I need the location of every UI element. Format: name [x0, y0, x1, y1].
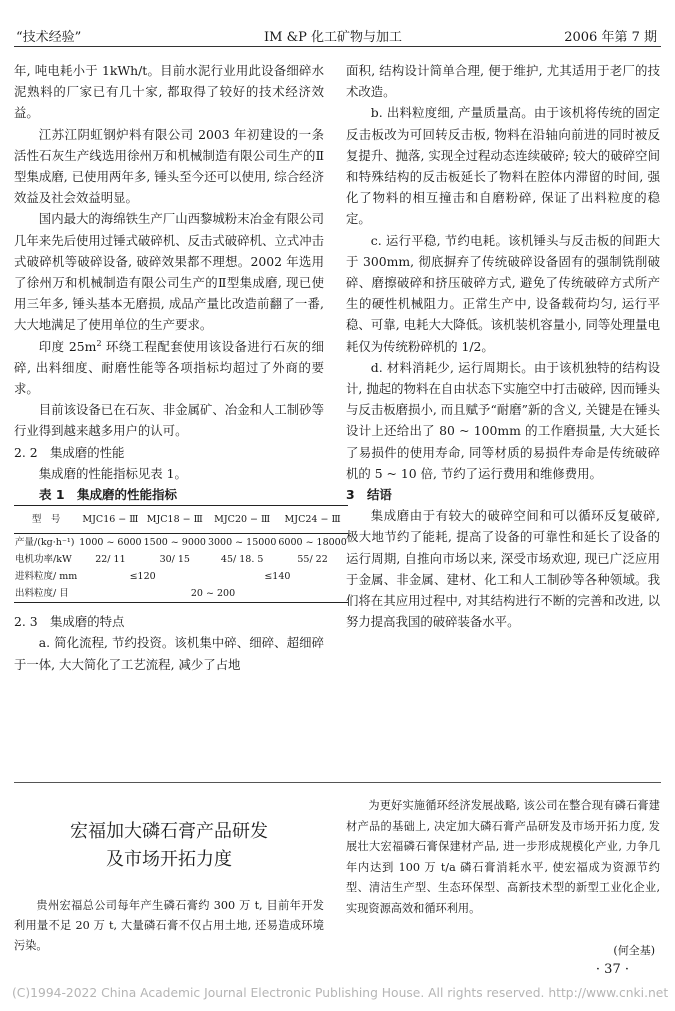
table-header-cell: 型 号: [31, 514, 61, 526]
table-header-cell: MJC20 − Ⅲ: [214, 514, 271, 526]
table-cell: 3000 ~ 15000: [207, 537, 277, 549]
section-divider: [14, 782, 661, 783]
right-column: [346, 60, 660, 632]
page-number: · 37 ·: [595, 962, 629, 977]
running-header: [14, 26, 661, 47]
table-header-cell: MJC18 − Ⅲ: [146, 514, 203, 526]
paragraph: 年, 吨电耗小于 1kWh/t。目前水泥行业用此设备细碎水泥熟料的厂家已有几十家, 都取得了较好的技术经济效益。: [14, 63, 324, 121]
table-cell: 出料粒度/ 目: [15, 588, 69, 600]
paragraph: b. 出料粒度细, 产量质量高。由于该机将传统的固定反击板改为可回转反击板, 物料在沿轴向前进的同时被反复提升、抛落, 实现全过程动态连续破碎; 较大的破碎空间和特殊结构的反击板延长了物料在腔体内滞留的时间, 强化了物料的相互撞击和自磨粉碎, 保证了出料粒度的稳定。: [346, 105, 660, 227]
table-cell: 进料粒度/ mm: [15, 571, 78, 583]
table-cell: 45/ 18. 5: [220, 554, 264, 566]
paragraph-text: 印度 25m: [38, 338, 97, 354]
news-title: [14, 818, 324, 874]
paragraph: 目前该设备已在石灰、非金属矿、冶金和人工制砂等行业得到越来越多用户的认可。: [14, 402, 324, 439]
table-row: [14, 568, 348, 585]
table-cell: ≤140: [264, 571, 291, 583]
performance-table: [14, 505, 348, 603]
table-row: [14, 534, 348, 552]
table-cell: 产量/(kg·h⁻¹): [15, 537, 75, 549]
table-cell: 55/ 22: [297, 554, 328, 566]
section-heading: [346, 484, 660, 505]
news-right-text: [346, 796, 660, 919]
left-column: [14, 60, 347, 675]
paragraph: 面积, 结构设计简单合理, 便于维护, 尤其适用于老厂的技术改造。: [346, 63, 660, 100]
paragraph: 集成磨由于有较大的破碎空间和可以循环反复破碎, 极大地节约了能耗, 提高了设备的可靠性和延长了设备的运行周期, 自推向市场以来, 深受市场欢迎, 现已广泛应用于金属、非金属、建材、化工和人工制砂等各种领域。我们将在其应用过程中, 对其结构进行不断的完善和改进, 以努力提高我国的破碎装备水平。: [346, 508, 660, 630]
table-cell: 6000 ~ 18000: [278, 537, 347, 549]
table-row: [14, 551, 348, 568]
paragraph: 为更好实施循环经济发展战略, 该公司在整合现有磷石膏建材产品的基础上, 决定加大磷石膏产品研发及市场开拓力度, 发展壮大宏福磷石膏保建材产品, 进一步形成规模化产业, 力争几年内达到 100 万 t/a 磷石膏消耗水平, 使宏福成为资源节约型、清洁生产型、生态环保型、高新技术型的新型工业化企业, 实现资源高效和循环利用。: [346, 799, 660, 915]
section-heading-text: 3 结语: [346, 487, 392, 503]
table-cell: ≤120: [129, 571, 156, 583]
section-heading: 2. 2 集成磨的性能: [14, 444, 125, 460]
copyright-footer: (C)1994-2022 China Academic Journal Electronic Publishing House. All rights reserved. http://www.cnki.net: [12, 986, 669, 1000]
table-row: [14, 585, 348, 603]
table-title: 表 1 集成磨的性能指标: [39, 487, 178, 503]
paragraph: [14, 336, 324, 400]
paragraph: 国内最大的海绵铁生产厂山西黎城粉末冶金有限公司几年来先后使用过锤式破碎机、反击式破碎机、立式冲击式破碎机等破碎设备, 破碎效果都不理想。2002 年选用了徐州万和机械制造有限公司生产的Ⅱ型集成磨, 现已使用三年多, 锤头基本无磨损, 成品产量比改造前翻了一番, 大大地满足了使用单位的生产要求。: [14, 211, 324, 333]
section-heading: 2. 3 集成磨的特点: [14, 614, 125, 630]
paragraph-text: 环绕工程配套使用该设备进行石灰的细碎, 出料细度、耐磨性能等各项指标均超过了外商的要求。: [14, 338, 324, 397]
table-cell: 1000 ~ 6000: [79, 537, 142, 549]
table-cell: 1500 ~ 9000: [143, 537, 206, 549]
paragraph: 集成磨的性能指标见表 1。: [38, 465, 187, 481]
paragraph: 贵州宏福总公司每年产生磷石膏约 300 万 t, 目前年开发利用量不足 20 万 t, 大量磷石膏不仅占用土地, 还易造成环境污染。: [14, 899, 324, 952]
news-title-line: 宏福加大磷石膏产品研发: [70, 821, 268, 842]
table-cell: 22/ 11: [95, 554, 126, 566]
table-header-cell: MJC16 − Ⅲ: [82, 514, 139, 526]
news-author: (何全基): [613, 944, 655, 957]
header-issue: 2006 年第 7 期: [564, 30, 657, 45]
news-left-text: [14, 896, 324, 956]
table-cell: 20 ~ 200: [190, 588, 236, 600]
paragraph: d. 材料消耗少, 运行周期长。由于该机独特的结构设计, 抛起的物料在自由状态下实施空中打击破碎, 因而锤头与反击板磨损小, 而且赋予“耐磨”新的含义, 关键是在锤头设计上还给出了 80 ~ 100mm 的工作磨损量, 大大延长了易损件的使用寿命, 同等材质的易损件寿命是传统破碎机的 5 ~ 10 倍, 节约了运行费用和维修费用。: [346, 359, 660, 481]
table-header-cell: MJC24 − Ⅲ: [284, 514, 341, 526]
news-title-line: 及市场开拓力度: [106, 849, 232, 870]
superscript: 2: [96, 338, 102, 348]
header-section-label: “技术经验”: [16, 30, 82, 45]
table-cell: 30/ 15: [159, 554, 190, 566]
table-cell: 电机功率/kW: [15, 554, 72, 566]
paragraph: a. 简化流程, 节约投资。该机集中碎、细碎、超细碎于一体, 大大简化了工艺流程, 减少了占地: [14, 635, 324, 672]
header-journal-name: IM &P 化工矿物与加工: [264, 30, 403, 45]
paragraph: c. 运行平稳, 节约电耗。该机锤头与反击板的间距大于 300mm, 彻底摒弃了传统破碎设备固有的强制铣削破碎、磨擦破碎和挤压破碎方式, 避免了传统破碎方式所产生的硬性机械阻力。正常生产中, 设备载荷均匀, 运行平稳、可靠, 电耗大大降低。该机装机容量小, 同等处理量电耗仅为传统粉碎机的 1/2。: [346, 232, 660, 354]
table-header-row: [14, 506, 348, 534]
paragraph: 江苏江阴虹钢炉料有限公司 2003 年初建设的一条活性石灰生产线选用徐州万和机械制造有限公司生产的Ⅱ型集成磨, 已使用两年多, 锤头至今还可以使用, 综合经济效益及社会效益明显。: [14, 126, 324, 206]
